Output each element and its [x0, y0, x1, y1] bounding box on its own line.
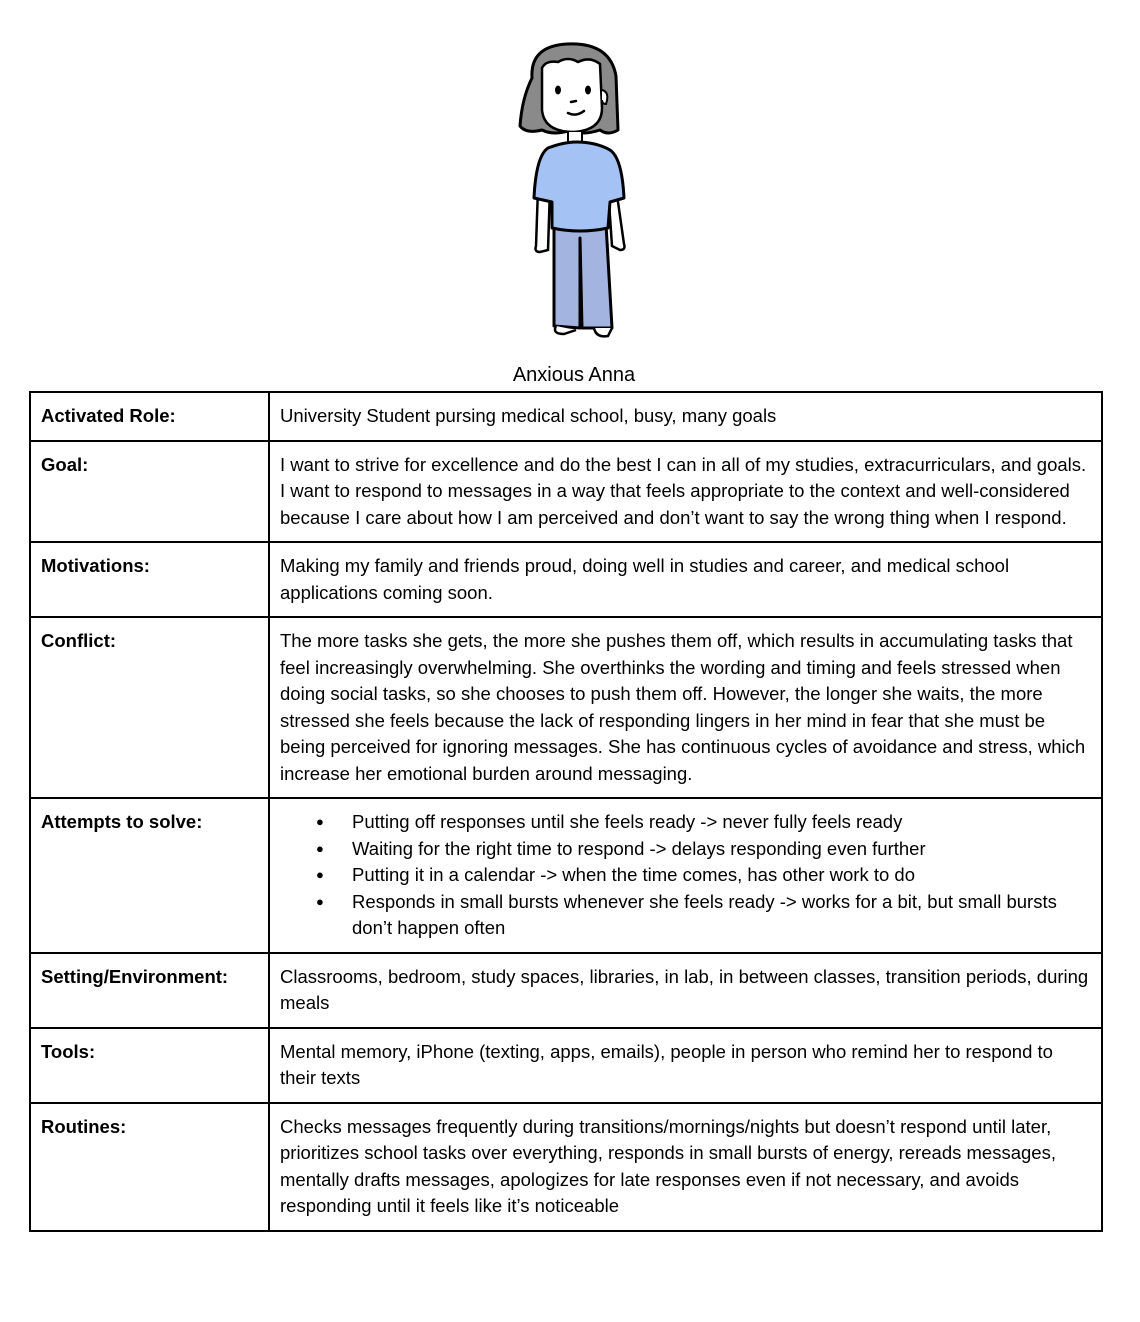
table-row-setting-environment: [30, 953, 1102, 1028]
row-label: Conflict:: [30, 617, 269, 798]
row-value: Making my family and friends proud, doing well in studies and career, and medical school applications coming soon.: [269, 542, 1102, 617]
table-row-activated-role: [30, 392, 1102, 441]
list-item: ● Putting off responses until she feels ready -> never fully feels ready: [352, 809, 1091, 836]
row-value: Classrooms, bedroom, study spaces, libraries, in lab, in between classes, transition periods, during meals: [269, 953, 1102, 1028]
table-row-routines: [30, 1103, 1102, 1231]
row-label: Tools:: [30, 1028, 269, 1103]
list-item: ● Waiting for the right time to respond -> delays responding even further: [352, 836, 1091, 863]
row-value: Mental memory, iPhone (texting, apps, emails), people in person who remind her to respond to their texts: [269, 1028, 1102, 1103]
table-row-conflict: [30, 617, 1102, 798]
row-label: Motivations:: [30, 542, 269, 617]
row-label: Activated Role:: [30, 392, 269, 441]
persona-table: [29, 391, 1103, 1232]
row-value: The more tasks she gets, the more she pushes them off, which results in accumulating tasks that feel increasingly overwhelming. She overthinks the wording and timing and feels stressed when doing social tasks, so she chooses to push them off. However, the longer she waits, the more stressed she feels because the lack of responding lingers in her mind in fear that she must be being perceived for ignoring messages. She has continuous cycles of avoidance and stress, which increase her emotional burden around messaging.: [269, 617, 1102, 798]
list-item: ● Responds in small bursts whenever she feels ready -> works for a bit, but small bursts don’t happen often: [352, 889, 1091, 942]
table-row-tools: [30, 1028, 1102, 1103]
person-illustration-icon: [512, 38, 642, 348]
table-row-attempts-to-solve: [30, 798, 1102, 953]
table-row-motivations: [30, 542, 1102, 617]
persona-name: Anxious Anna: [512, 364, 636, 386]
table-row-goal: [30, 441, 1102, 543]
row-value: I want to strive for excellence and do the best I can in all of my studies, extracurriculars, and goals. I want to respond to messages in a way that feels appropriate to the context and well-considered because I care about how I am perceived and don’t want to say the wrong thing when I respond.: [269, 441, 1102, 543]
attempts-list: [280, 809, 1091, 942]
row-value: University Student pursing medical school, busy, many goals: [269, 392, 1102, 441]
list-item: ● Putting it in a calendar -> when the time comes, has other work to do: [352, 862, 1091, 889]
row-label: Goal:: [30, 441, 269, 543]
row-label: Routines:: [30, 1103, 269, 1231]
row-label: Setting/Environment:: [30, 953, 269, 1028]
row-value: [269, 798, 1102, 953]
persona-avatar: [512, 38, 642, 348]
row-value: Checks messages frequently during transitions/mornings/nights but doesn’t respond until later, prioritizes school tasks over everything, responds in small bursts of energy, rereads messages, mentally drafts messages, apologizes for late responses even if not necessary, and avoids responding until it feels like it’s noticeable: [269, 1103, 1102, 1231]
row-label: Attempts to solve:: [30, 798, 269, 953]
